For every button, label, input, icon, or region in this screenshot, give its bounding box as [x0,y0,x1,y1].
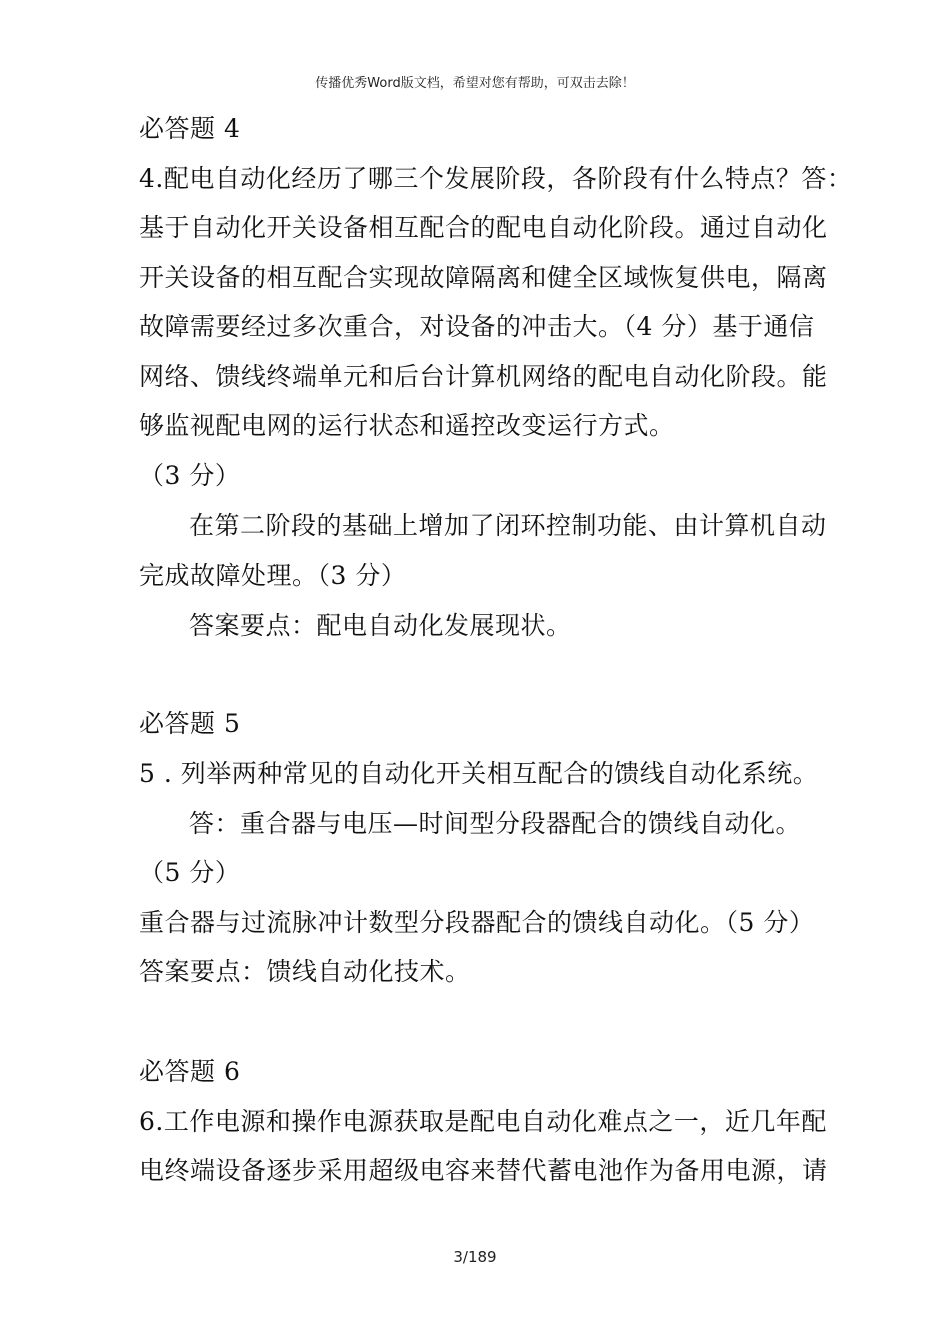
answer-4-key-points: 答案要点：配电自动化发展现状。 [189,611,572,640]
answer-4-text-line: 基于自动化开关设备相互配合的配电自动化阶段。通过自动化 [139,213,828,242]
answer-4-text-line: 网络、馈线终端单元和后台计算机网络的配电自动化阶段。能 [139,362,828,391]
answer-5-text-line: 重合器与过流脉冲计数型分段器配合的馈线自动化。（5 分） [139,908,815,937]
answer-5-key-points: 答案要点：馈线自动化技术。 [139,957,471,986]
question-5-text-line: 5 . 列举两种常见的自动化开关相互配合的馈线自动化系统。 [139,759,819,788]
question-6-heading: 必答题 6 [139,1057,241,1086]
answer-4-text-line: 故障需要经过多次重合，对设备的冲击大。（4 分）基于通信 [139,312,815,341]
page-number: 3/189 [453,1248,497,1266]
page-header: 传播优秀Word版文档，希望对您有帮助，可双击去除！ [315,76,635,91]
answer-4-text-line: 完成故障处理。（3 分） [139,561,407,590]
answer-4-text-line: 在第二阶段的基础上增加了闭环控制功能、由计算机自动 [189,511,827,540]
answer-4-text-line: 够监视配电网的运行状态和遥控改变运行方式。 [139,411,675,440]
answer-4-text-line: 开关设备的相互配合实现故障隔离和健全区域恢复供电，隔离 [139,263,828,292]
answer-5-text-line: 答：重合器与电压—时间型分段器配合的馈线自动化。 [189,809,802,838]
question-5-heading: 必答题 5 [139,709,241,738]
answer-4-score: （3 分） [139,461,241,490]
question-4-heading: 必答题 4 [139,114,241,143]
answer-5-score: （5 分） [139,858,241,887]
question-6-text-line: 6.工作电源和操作电源获取是配电自动化难点之一，近几年配 [139,1107,827,1136]
question-4-text-line: 4.配电自动化经历了哪三个发展阶段，各阶段有什么特点？答： [139,164,853,193]
question-6-text-line: 电终端设备逐步采用超级电容来替代蓄电池作为备用电源，请 [139,1156,828,1185]
